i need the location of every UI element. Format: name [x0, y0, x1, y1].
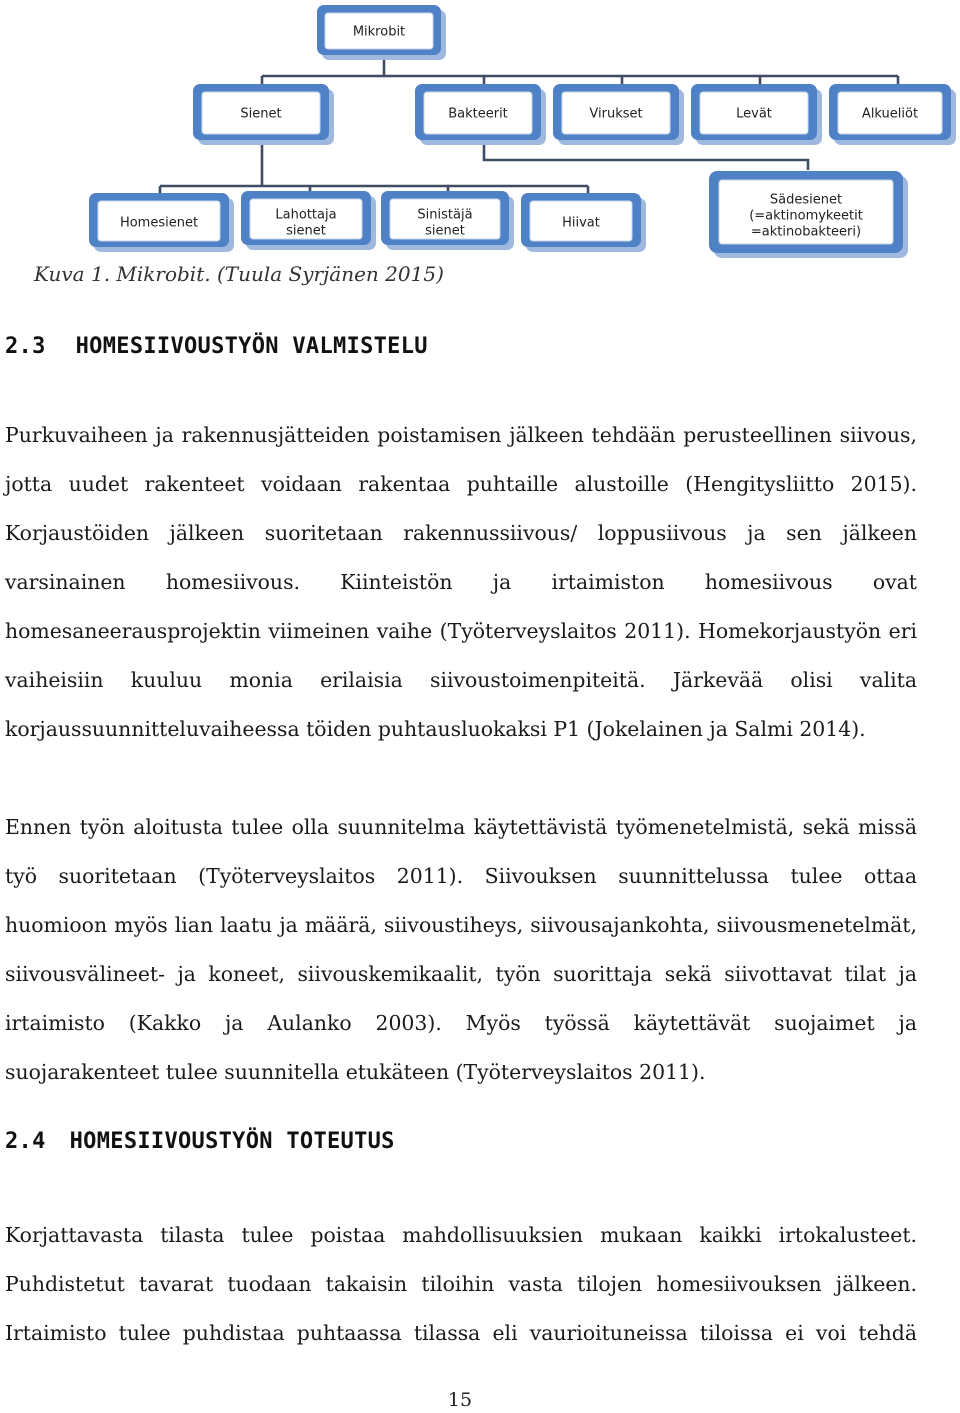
box-label-line1: Sädesienet [769, 192, 843, 208]
box-label-line1: Sinistäjä [417, 207, 473, 223]
figure-caption: Kuva 1. Mikrobit. (Tuula Syrjänen 2015) [34, 262, 444, 286]
box-sadesienet [709, 171, 908, 258]
box-homesienet [89, 193, 234, 252]
microbe-hierarchy-diagram [0, 0, 960, 265]
box-label-line2: sienet [425, 223, 465, 239]
box-label: Homesienet [119, 215, 199, 231]
box-label: Bakteerit [448, 106, 508, 122]
section-number: 2.3 [5, 334, 46, 359]
paragraph-implementation-1: Korjattavasta tilasta tulee poistaa mahdollisuuksien mukaan kaikki irtokalusteet. Puhdistetut tavarat tuodaan takaisin tiloihin vasta tilojen homesiivouksen jälkeen. Irtaimisto tulee puhdistaa puhtaassa tilassa eli vaurioituneissa tiloissa ei voi tehdä [5, 1223, 917, 1345]
page-number: 15 [447, 1389, 473, 1411]
box-sinistaja-sienet [381, 191, 514, 250]
box-alkueliot [829, 84, 956, 145]
box-bakteerit [415, 84, 546, 145]
box-sienet [193, 84, 334, 145]
box-label: Hiivat [562, 215, 600, 231]
box-label-line3: =aktinobakteeri) [750, 224, 862, 240]
box-label-line1: Lahottaja [275, 207, 337, 223]
box-levat [691, 84, 822, 145]
section-title: HOMESIIVOUSTYÖN TOTEUTUS [69, 1129, 395, 1154]
section-heading-2-4 [5, 1129, 395, 1154]
box-lahottaja-sienet [241, 191, 376, 250]
box-label: Virukset [589, 106, 643, 122]
box-label: Mikrobit [352, 24, 406, 40]
box-hiivat [521, 193, 646, 252]
connector-bakteerit-down [484, 142, 808, 170]
box-label-line2: (=aktinomykeetit [749, 208, 863, 224]
box-mikrobit [317, 5, 446, 60]
section-title: HOMESIIVOUSTYÖN VALMISTELU [75, 334, 428, 359]
box-label: Sienet [240, 106, 282, 122]
paragraph-preparation-1: Purkuvaiheen ja rakennusjätteiden poistamisen jälkeen tehdään perusteellinen siivous, jotta uudet rakenteet voidaan rakentaa puhtaille alustoille (Hengitysliitto 2015). Korjaustöiden jälkeen suoritetaan rakennussiivous/ loppusiivous ja sen jälkeen varsinainen homesiivous. Kiinteistön ja irtaimiston homesiivous ovat homesaneerausprojektin viimeinen vaihe (Työterveyslaitos 2011). Homekorjaustyön eri vaiheisiin kuuluu monia erilaisia siivoustoimenpiteitä. Järkevää olisi valita korjaussuunnitteluvaiheessa töiden puhtausluokaksi P1 (Jokelainen ja Salmi 2014). [5, 423, 917, 741]
section-number: 2.4 [5, 1129, 46, 1154]
box-virukset [553, 84, 684, 145]
paragraph-preparation-2: Ennen työn aloitusta tulee olla suunnitelma käytettävistä työmenetelmistä, sekä missä työ suoritetaan (Työterveyslaitos 2011). Siivouksen suunnittelussa tulee ottaa huomioon myös lian laatu ja määrä, siivoustiheys, siivousajankohta, siivousmenetelmät, siivousvälineet- ja koneet, siivouskemikaalit, työn suorittaja sekä siivottavat tilat ja irtaimisto (Kakko ja Aulanko 2003). Myös työssä käytettävät suojaimet ja suojarakenteet tulee suunnitella etukäteen (Työterveyslaitos 2011). [5, 815, 917, 1084]
box-label: Alkueliöt [861, 106, 919, 122]
box-label-line2: sienet [286, 223, 326, 239]
box-label: Levät [736, 106, 772, 122]
section-heading-2-3 [5, 334, 428, 359]
